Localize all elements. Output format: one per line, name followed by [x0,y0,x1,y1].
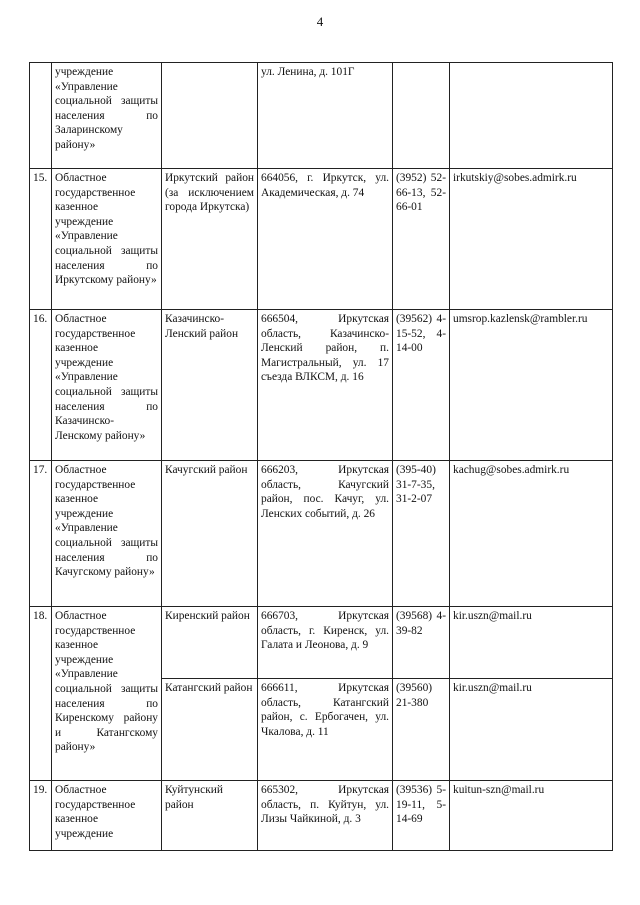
service-area [162,63,258,169]
phone: (39562) 4-15-52, 4-14-00 [393,310,450,461]
address: 666203, Иркутская область, Качугский район, пос. Качуг, ул. Ленских событий, д. 26 [258,461,393,607]
phone: (39560) 21-380 [393,679,450,781]
row-number [30,63,52,169]
address: 664056, г. Иркутск, ул. Академическая, д. 74 [258,169,393,310]
organization-name: Областное государственное казенное учреждение «Управление социальной защиты населения по Качугскому району» [52,461,162,607]
organization-name: Областное государственное казенное учреждение «Управление социальной защиты населения по Иркутскому району» [52,169,162,310]
address: ул. Ленина, д. 101Г [258,63,393,169]
service-area: Казачинско-Ленский район [162,310,258,461]
service-area: Качугский район [162,461,258,607]
table-row [30,607,613,679]
row-number: 17. [30,461,52,607]
table-row [30,169,613,310]
service-area: Киренский район [162,607,258,679]
page-number: 4 [316,14,324,29]
service-area: Куйтунский район [162,781,258,851]
service-area: Катангский район [162,679,258,781]
service-area: Иркутский район (за исключением города Иркутска) [162,169,258,310]
table-row [30,461,613,607]
row-number: 16. [30,310,52,461]
table-row [30,781,613,851]
address: 666611, Иркутская область, Катангский район, с. Ербогачен, ул. Чкалова, д. 11 [258,679,393,781]
row-number: 15. [30,169,52,310]
row-number: 19. [30,781,52,851]
email: kir.uszn@mail.ru [450,607,613,679]
phone [393,63,450,169]
organization-name: Областное государственное казенное учреждение «Управление социальной защиты населения по Казачинско-Ленскому району» [52,310,162,461]
phone: (3952) 52-66-13, 52-66-01 [393,169,450,310]
email: kuitun-szn@mail.ru [450,781,613,851]
email [450,63,613,169]
email: kachug@sobes.admirk.ru [450,461,613,607]
email: irkutskiy@sobes.admirk.ru [450,169,613,310]
phone: (39536) 5-19-11, 5-14-69 [393,781,450,851]
address: 666504, Иркутская область, Казачинско-Ленский район, п. Магистральный, ул. 17 съезда ВЛКСМ, д. 16 [258,310,393,461]
address: 666703, Иркутская область, г. Киренск, ул. Галата и Леонова, д. 9 [258,607,393,679]
table-row [30,63,613,169]
email: kir.uszn@mail.ru [450,679,613,781]
email: umsrop.kazlensk@rambler.ru [450,310,613,461]
organization-name: Областное государственное казенное учреждение «Управление социальной защиты населения по Киренскому району и Катангскому району» [52,607,162,781]
row-number: 18. [30,607,52,781]
address: 665302, Иркутская область, п. Куйтун, ул. Лизы Чайкиной, д. 3 [258,781,393,851]
organization-name: Областное государственное казенное учреждение [52,781,162,851]
phone: (39568) 4-39-82 [393,607,450,679]
table-row [30,310,613,461]
organization-name: учреждение «Управление социальной защиты населения по Заларинскому району» [52,63,162,169]
phone: (395-40) 31-7-35, 31-2-07 [393,461,450,607]
institutions-table [29,62,613,851]
